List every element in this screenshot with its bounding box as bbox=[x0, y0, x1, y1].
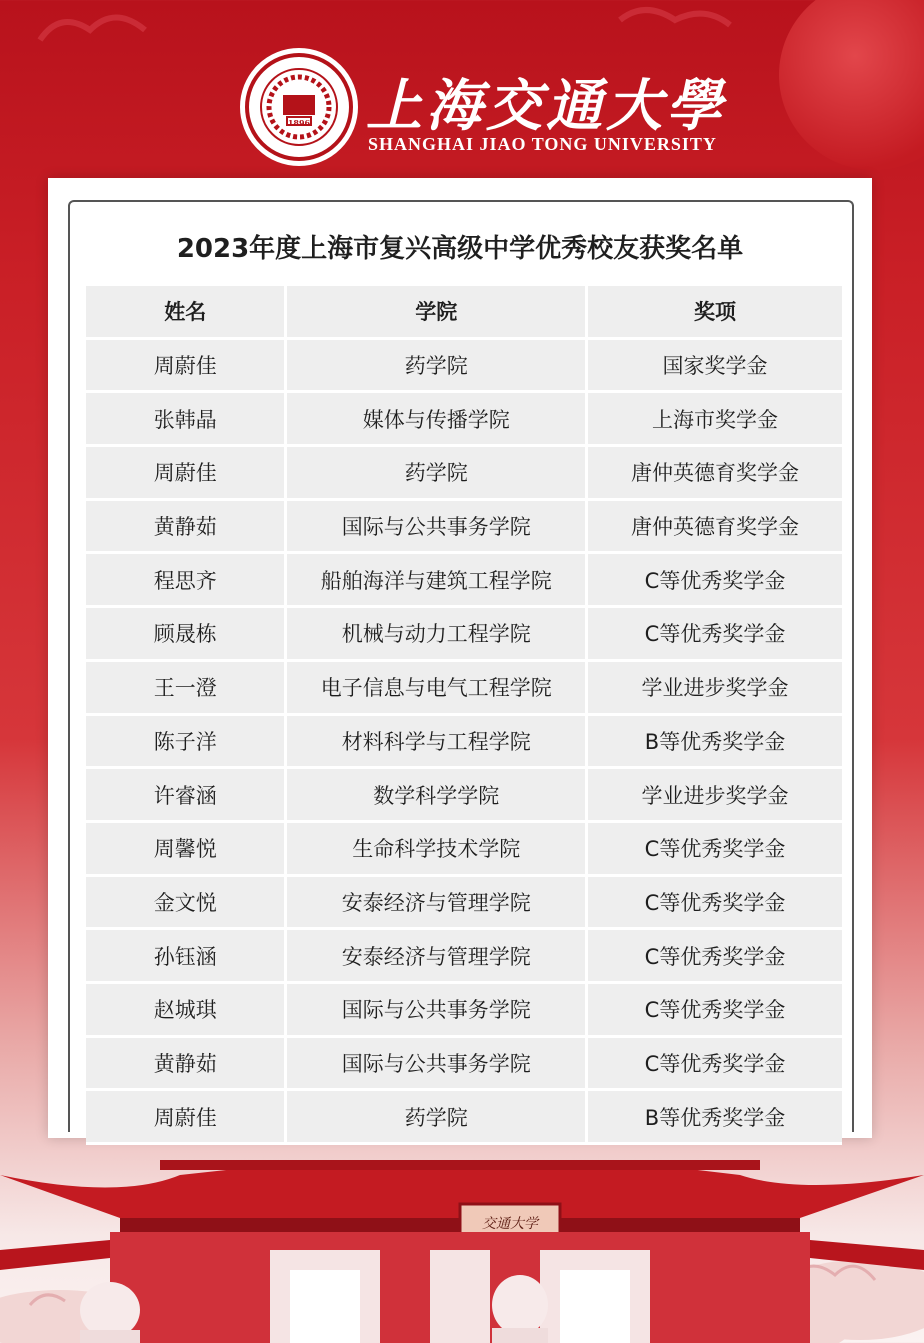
award-table bbox=[86, 286, 842, 1145]
cell-college: 药学院 bbox=[284, 340, 585, 394]
cell-award: C等优秀奖学金 bbox=[585, 877, 842, 931]
cell-award: 上海市奖学金 bbox=[585, 393, 842, 447]
university-seal-logo bbox=[240, 48, 358, 166]
table-row bbox=[86, 1091, 842, 1145]
cell-college: 国际与公共事务学院 bbox=[284, 501, 585, 555]
cell-name: 周馨悦 bbox=[86, 823, 284, 877]
table-row bbox=[86, 501, 842, 555]
cell-award: B等优秀奖学金 bbox=[585, 716, 842, 770]
cell-college: 安泰经济与管理学院 bbox=[284, 877, 585, 931]
table-row bbox=[86, 554, 842, 608]
table-row bbox=[86, 608, 842, 662]
cell-college: 药学院 bbox=[284, 1091, 585, 1145]
cell-award: C等优秀奖学金 bbox=[585, 1038, 842, 1092]
university-gate-illustration bbox=[0, 1140, 924, 1343]
page-header bbox=[0, 0, 924, 180]
cell-award: 学业进步奖学金 bbox=[585, 769, 842, 823]
cell-college: 国际与公共事务学院 bbox=[284, 984, 585, 1038]
table-row bbox=[86, 340, 842, 394]
cell-college: 生命科学技术学院 bbox=[284, 823, 585, 877]
seal-year: 1896 bbox=[287, 118, 311, 128]
cell-name: 孙钰涵 bbox=[86, 930, 284, 984]
table-row bbox=[86, 1038, 842, 1092]
cell-name: 金文悦 bbox=[86, 877, 284, 931]
cell-name: 陈子洋 bbox=[86, 716, 284, 770]
table-row bbox=[86, 716, 842, 770]
column-header-award: 奖项 bbox=[585, 286, 842, 340]
table-row bbox=[86, 393, 842, 447]
table-row bbox=[86, 662, 842, 716]
cell-college: 安泰经济与管理学院 bbox=[284, 930, 585, 984]
table-row bbox=[86, 877, 842, 931]
column-header-name: 姓名 bbox=[86, 286, 284, 340]
table-row bbox=[86, 930, 842, 984]
cell-name: 周蔚佳 bbox=[86, 447, 284, 501]
cell-award: 国家奖学金 bbox=[585, 340, 842, 394]
cell-name: 许睿涵 bbox=[86, 769, 284, 823]
table-row bbox=[86, 447, 842, 501]
cell-name: 黄静茹 bbox=[86, 1038, 284, 1092]
cell-college: 国际与公共事务学院 bbox=[284, 1038, 585, 1092]
cell-name: 张韩晶 bbox=[86, 393, 284, 447]
cell-college: 机械与动力工程学院 bbox=[284, 608, 585, 662]
cell-name: 程思齐 bbox=[86, 554, 284, 608]
cell-college: 船舶海洋与建筑工程学院 bbox=[284, 554, 585, 608]
cell-college: 媒体与传播学院 bbox=[284, 393, 585, 447]
cell-award: C等优秀奖学金 bbox=[585, 984, 842, 1038]
table-row bbox=[86, 823, 842, 877]
cell-award: C等优秀奖学金 bbox=[585, 930, 842, 984]
gate-plaque-text: 交通大学 bbox=[482, 1216, 538, 1232]
university-name-english: SHANGHAI JIAO TONG UNIVERSITY bbox=[368, 134, 717, 154]
cell-award: B等优秀奖学金 bbox=[585, 1091, 842, 1145]
table-row bbox=[86, 769, 842, 823]
cell-name: 周蔚佳 bbox=[86, 340, 284, 394]
cell-name: 赵城琪 bbox=[86, 984, 284, 1038]
cell-name: 顾晟栋 bbox=[86, 608, 284, 662]
cell-award: 唐仲英德育奖学金 bbox=[585, 447, 842, 501]
cell-award: 学业进步奖学金 bbox=[585, 662, 842, 716]
table-row bbox=[86, 984, 842, 1038]
cell-award: C等优秀奖学金 bbox=[585, 823, 842, 877]
cell-award: C等优秀奖学金 bbox=[585, 608, 842, 662]
document-title: 2023年度上海市复兴高级中学优秀校友获奖名单 bbox=[176, 234, 744, 264]
cell-award: C等优秀奖学金 bbox=[585, 554, 842, 608]
cell-college: 材料科学与工程学院 bbox=[284, 716, 585, 770]
cell-name: 王一澄 bbox=[86, 662, 284, 716]
award-list-paper bbox=[48, 178, 872, 1138]
column-header-college: 学院 bbox=[284, 286, 585, 340]
cell-college: 药学院 bbox=[284, 447, 585, 501]
cell-college: 数学科学学院 bbox=[284, 769, 585, 823]
cell-award: 唐仲英德育奖学金 bbox=[585, 501, 842, 555]
university-name-chinese: 上海交通大學 bbox=[366, 73, 726, 139]
table-header-row bbox=[86, 286, 842, 340]
cell-name: 黄静茹 bbox=[86, 501, 284, 555]
cell-name: 周蔚佳 bbox=[86, 1091, 284, 1145]
cell-college: 电子信息与电气工程学院 bbox=[284, 662, 585, 716]
